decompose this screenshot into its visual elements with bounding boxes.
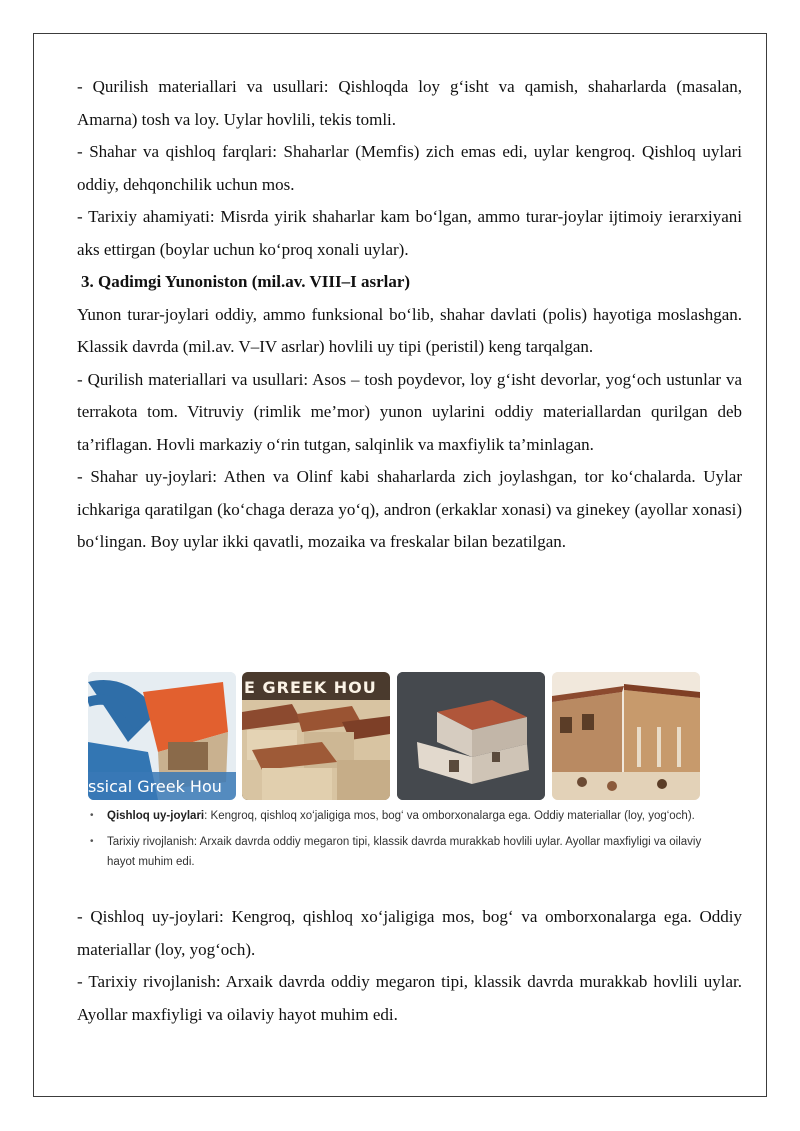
document-body-top [77, 71, 742, 559]
greek-house-image-1 [88, 672, 236, 800]
thumb2-title: E GREEK HOU [244, 678, 377, 697]
paragraph-city-village-egypt: - Shahar va qishloq farqlari: Shaharlar (Memfis) zich emas edi, uylar kengroq. Qishloq uylari oddiy, dehqonchilik uchun mos. [77, 142, 742, 194]
paragraph-city-housing-greece: - Shahar uy-joylari: Athen va Olinf kabi shaharlarda zich joylashgan, tor ko‘chalarda. Uylar ichkariga qaratilgan (ko‘chaga deraza yo‘q), andron (erkaklar xonasi) va ginekey (ayollar xonasi) bo‘lingan. Boy uylar ikki qavatli, mozaika va freskalar bilan bezatilgan. [77, 467, 742, 551]
paragraph-construction-egypt: - Qurilish materiallari va usullari: Qishloqda loy g‘isht va qamish, shaharlarda (masalan, Amarna) tosh va loy. Uylar hovlili, tekis tomli. [77, 77, 742, 129]
paragraph-history-greece: - Tarixiy rivojlanish: Arxaik davrda oddiy megaron tipi, klassik davrda murakkab hovlili uylar. Ayollar maxfiyligi va oilaviy hayot muhim edi. [77, 972, 742, 1024]
3d-house-model-illustration [397, 672, 545, 800]
bullet-item [90, 832, 710, 872]
bullet-bold-label: Qishloq uy-joylari [107, 810, 205, 822]
section-heading-greece: 3. Qadimgi Yunoniston (mil.av. VIII–I asrlar) [81, 272, 411, 291]
screenshot-bullet-list [90, 806, 710, 878]
paragraph-construction-greece: - Qurilish materiallari va usullari: Asos – tosh poydevor, loy g‘isht devorlar, yog‘och ustunlar va terrakota tom. Vitruviy (rimlik me’mor) yunon uylarini oddiy materiallardan qurilgan deb ta’riflagan. Hovli markaziy o‘rin tutgan, salqinlik va maxfiylik ta’minlagan. [77, 369, 742, 454]
paragraph-greece-intro: Yunon turar-joylari oddiy, ammo funksional bo‘lib, shahar davlati (polis) hayotiga moslashgan. Klassik davrda (mil.av. V–IV asrlar) hovlili uy tipi (peristil) keng tarqalgan. [77, 304, 742, 356]
bullet-text: Tarixiy rivojlanish: Arxaik davrda oddiy megaron tipi, klassik davrda murakkab hovlili uylar. Ayollar maxfiyligi va oilaviy hayot muhim edi. [107, 836, 702, 868]
greek-house-image-2 [242, 672, 390, 800]
greek-house-image-4 [552, 672, 700, 800]
paragraph-village-housing-greece: - Qishloq uy-joylari: Kengroq, qishloq xo‘jaligiga mos, bog‘ va omborxonalarga ega. Oddiy materiallar (loy, yog‘och). [77, 907, 742, 959]
bullet-dot-icon: • [90, 810, 94, 821]
bullet-dot-icon: • [90, 836, 94, 847]
bullet-text: : Kengroq, qishloq xo‘jaligiga mos, bog‘ va omborxonalarga ega. Oddiy materiallar (loy, yog‘och). [204, 810, 695, 822]
street-scene-illustration [552, 672, 700, 800]
paragraph-history-egypt: - Tarixiy ahamiyati: Misrda yirik shaharlar kam bo‘lgan, ammo turar-joylar ijtimoiy ierarxiyani aks ettirgan (boylar uchun ko‘proq xonali uylar). [77, 207, 742, 259]
thumb1-caption: ssical Greek Hou [88, 777, 222, 796]
greek-house-image-3 [397, 672, 545, 800]
document-body-bottom [77, 901, 742, 1031]
bullet-item [90, 806, 710, 826]
image-gallery [88, 672, 700, 802]
